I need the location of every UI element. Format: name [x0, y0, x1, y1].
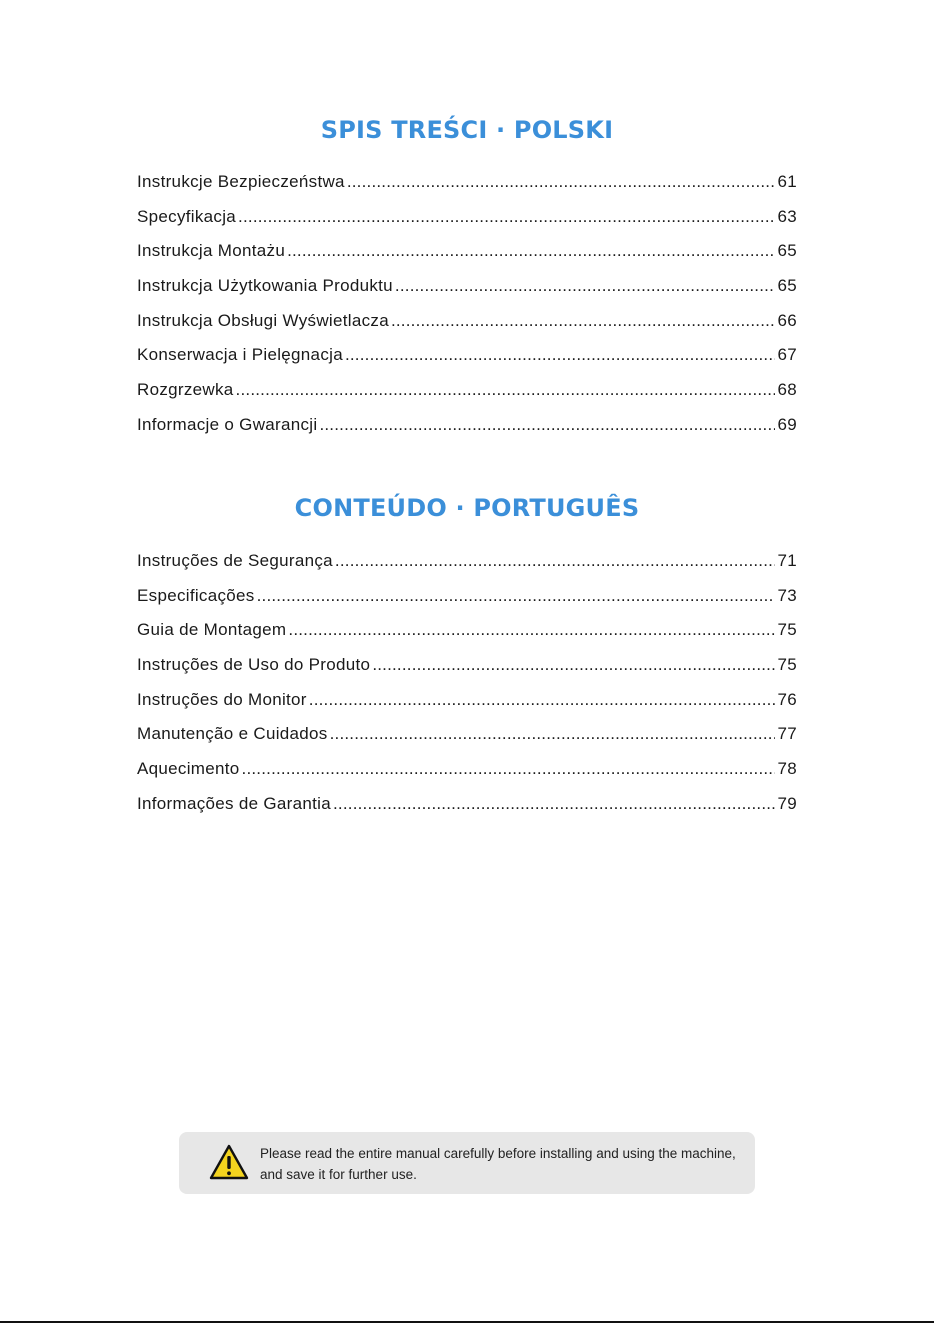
toc-entry-label: Aquecimento [137, 759, 240, 779]
dot-leader [345, 345, 776, 365]
toc-entry[interactable] [137, 172, 797, 207]
toc-entry-label: Informações de Garantia [137, 793, 331, 813]
dot-leader [333, 794, 775, 814]
toc-entry-label: Instrukcje Bezpieczeństwa [137, 172, 345, 191]
toc-entry[interactable] [137, 690, 797, 725]
toc-entry[interactable] [137, 207, 797, 242]
dot-leader [391, 311, 776, 331]
toc-entry-page: 66 [777, 310, 797, 330]
toc-entry[interactable] [137, 620, 797, 655]
dot-leader [236, 380, 776, 400]
toc-entry-page: 65 [777, 276, 797, 296]
toc-list-polski [137, 172, 797, 450]
toc-entry-label: Instrukcja Użytkowania Produktu [137, 276, 393, 296]
toc-entry[interactable] [137, 551, 797, 586]
toc-entry-page: 71 [777, 551, 797, 570]
dot-leader [372, 655, 775, 675]
toc-entry-page: 75 [777, 655, 797, 675]
dot-leader [309, 690, 776, 710]
toc-title-portugues: CONTEÚDO · PORTUGUÊS [294, 494, 640, 522]
toc-entry[interactable] [137, 794, 797, 829]
toc-entry[interactable] [137, 759, 797, 794]
toc-entry-page: 68 [777, 380, 797, 400]
dot-leader [238, 207, 775, 227]
dot-leader [347, 172, 776, 192]
toc-entry-label: Informacje o Gwarancji [137, 414, 318, 434]
toc-entry-label: Rozgrzewka [137, 380, 234, 400]
toc-entry-page: 75 [777, 620, 797, 640]
dot-leader [288, 620, 775, 640]
toc-title-polski: SPIS TREŚCI · POLSKI [320, 116, 614, 144]
toc-entry-page: 78 [777, 759, 797, 779]
toc-list-portugues [137, 551, 797, 829]
toc-entry-page: 63 [777, 206, 797, 226]
toc-entry-page: 69 [777, 414, 797, 434]
toc-entry-label: Instruções de Segurança [137, 551, 333, 570]
toc-entry-page: 61 [777, 172, 797, 191]
toc-entry[interactable] [137, 586, 797, 621]
dot-leader [330, 724, 776, 744]
toc-entry[interactable] [137, 276, 797, 311]
dot-leader [335, 551, 776, 571]
warning-triangle-icon [209, 1144, 249, 1180]
toc-entry-label: Instrukcja Montażu [137, 241, 286, 261]
toc-entry[interactable] [137, 380, 797, 415]
dot-leader [395, 276, 776, 296]
toc-entry-label: Specyfikacja [137, 206, 237, 226]
dot-leader [242, 759, 776, 779]
notice-box [179, 1132, 755, 1194]
toc-entry-page: 65 [777, 241, 797, 261]
toc-entry-label: Especificações [137, 585, 255, 605]
dot-leader [319, 415, 775, 435]
toc-entry[interactable] [137, 345, 797, 380]
toc-entry[interactable] [137, 241, 797, 276]
toc-entry-page: 77 [777, 724, 797, 744]
toc-entry-label: Guia de Montagem [137, 620, 287, 640]
toc-entry-label: Manutenção e Cuidados [137, 724, 328, 744]
dot-leader [257, 586, 776, 606]
toc-entry[interactable] [137, 415, 797, 450]
toc-entry-label: Konserwacja i Pielęgnacja [137, 345, 343, 365]
toc-entry-label: Instrukcja Obsługi Wyświetlacza [137, 310, 389, 330]
toc-entry-page: 76 [777, 689, 797, 709]
toc-entry-page: 79 [777, 793, 797, 813]
toc-entry-page: 73 [777, 585, 797, 605]
toc-entry[interactable] [137, 655, 797, 690]
toc-entry-label: Instruções do Monitor [137, 689, 307, 709]
notice-text: Please read the entire manual carefully before installing and using the machine, and save it for further use. [260, 1146, 736, 1182]
toc-entry-label: Instruções de Uso do Produto [137, 655, 371, 675]
toc-entry[interactable] [137, 724, 797, 759]
toc-entry-page: 67 [777, 345, 797, 365]
toc-entry[interactable] [137, 311, 797, 346]
dot-leader [287, 241, 775, 261]
